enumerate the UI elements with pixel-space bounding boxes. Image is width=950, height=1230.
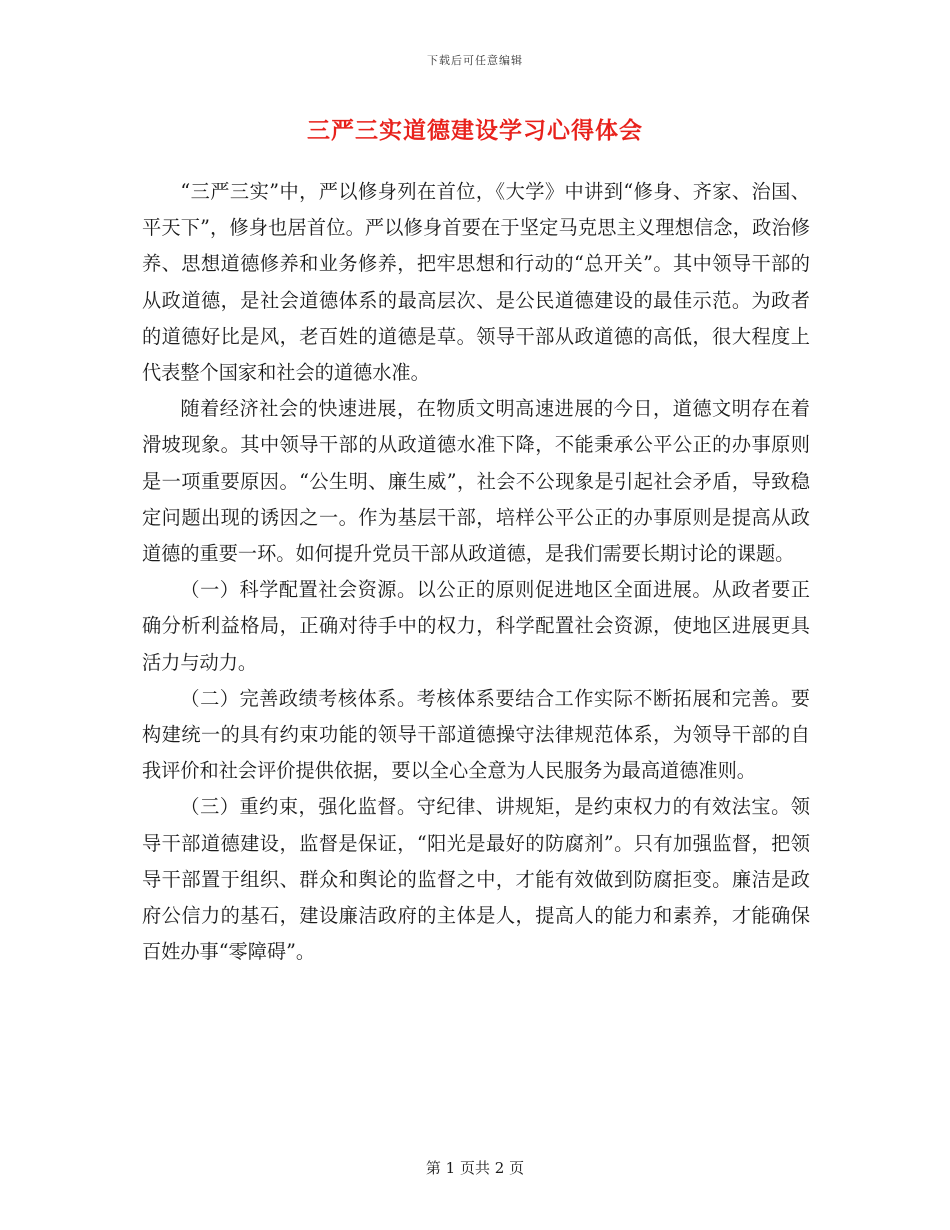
header-note: 下载后可任意编辑	[427, 54, 523, 67]
paragraph-1: “三严三实”中，严以修身列在首位，《大学》中讲到“修身、齐家、治国、平天下”，修身也居首位。严以修身首要在于坚定马克思主义理想信念，政治修养、思想道德修养和业务修养，把牢思想和行动的“总开关”。其中领导干部的从政道德，是社会道德体系的最高层次、是公民道德建设的最佳示范。为政者的道德好比是风，老百姓的道德是草。领导干部从政道德的高低，很大程度上代表整个国家和社会的道德水准。	[142, 180, 810, 385]
page-number: 第 1 页共 2 页	[425, 1159, 525, 1177]
paragraph-2: 随着经济社会的快速进展，在物质文明高速进展的今日，道德文明存在着滑坡现象。其中领导干部的从政道德水准下降，不能秉承公平公正的办事原则是一项重要原因。“公生明、廉生威”，社会不公现象是引起社会矛盾，导致稳定问题出现的诱因之一。作为基层干部，培样公平公正的办事原则是提高从政道德的重要一环。如何提升党员干部从政道德，是我们需要长期讨论的课题。	[142, 397, 810, 566]
paragraph-4: （二）完善政绩考核体系。考核体系要结合工作实际不断拓展和完善。要构建统一的具有约束功能的领导干部道德操守法律规范体系，为领导干部的自我评价和社会评价提供依据，要以全心全意为人民服务为最高道德准则。	[142, 686, 810, 783]
document-body	[142, 174, 810, 970]
document-title: 三严三实道德建设学习心得体会	[307, 117, 643, 144]
paragraph-3: （一）科学配置社会资源。以公正的原则促进地区全面进展。从政者要正确分析利益格局，正确对待手中的权力，科学配置社会资源，使地区进展更具活力与动力。	[142, 578, 810, 674]
paragraph-5: （三）重约束，强化监督。守纪律、讲规矩，是约束权力的有效法宝。领导干部道德建设，监督是保证，“阳光是最好的防腐剂”。只有加强监督，把领导干部置于组织、群众和舆论的监督之中，才能有效做到防腐拒变。廉洁是政府公信力的基石，建设廉洁政府的主体是人，提高人的能力和素养，才能确保百姓办事“零障碍”。	[142, 795, 810, 964]
